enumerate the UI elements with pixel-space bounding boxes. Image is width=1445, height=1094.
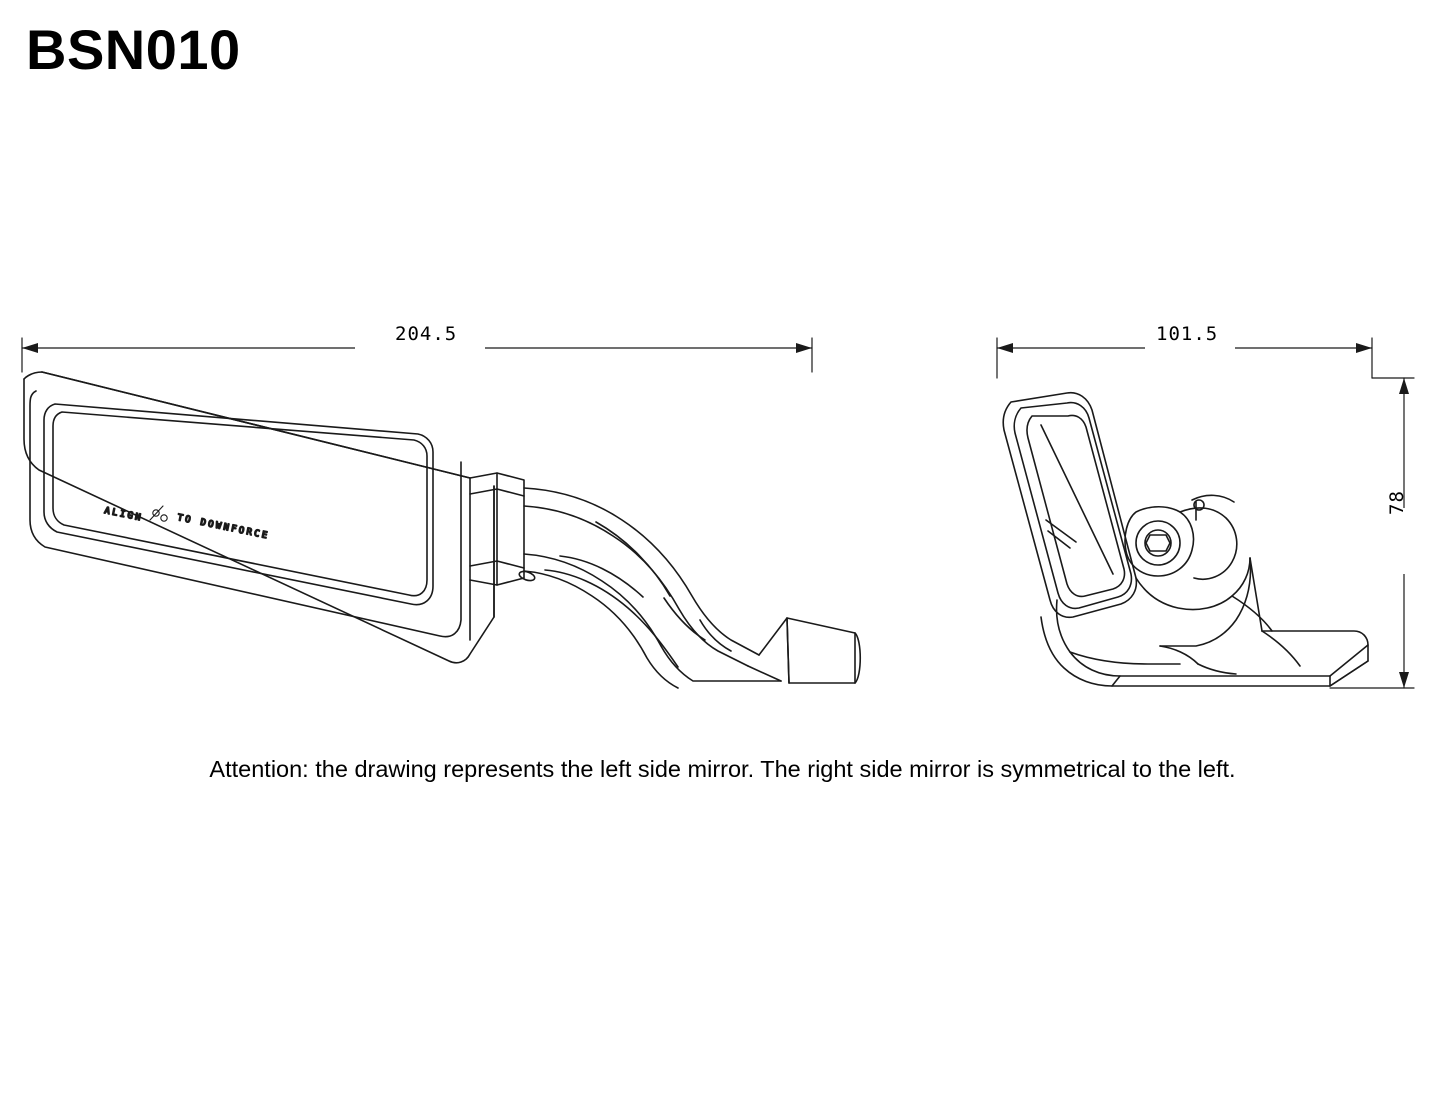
mirror-engraving-downforce: TO DOWNFORCE	[176, 513, 271, 542]
attention-note: Attention: the drawing represents the left side mirror. The right side mirror is symmetrical to the left.	[209, 756, 1236, 782]
page-title: BSN010	[26, 18, 241, 81]
dimension-label-overall-depth: 101.5	[1156, 323, 1219, 345]
mirror-engraving-align: ALIGN	[103, 506, 144, 524]
dimension-label-overall-height: 78	[1386, 490, 1408, 515]
mirror-front-view	[24, 372, 860, 688]
dimension-height-side	[1330, 378, 1416, 688]
dimension-label-overall-width: 204.5	[395, 323, 458, 345]
mirror-side-view	[1003, 393, 1368, 686]
